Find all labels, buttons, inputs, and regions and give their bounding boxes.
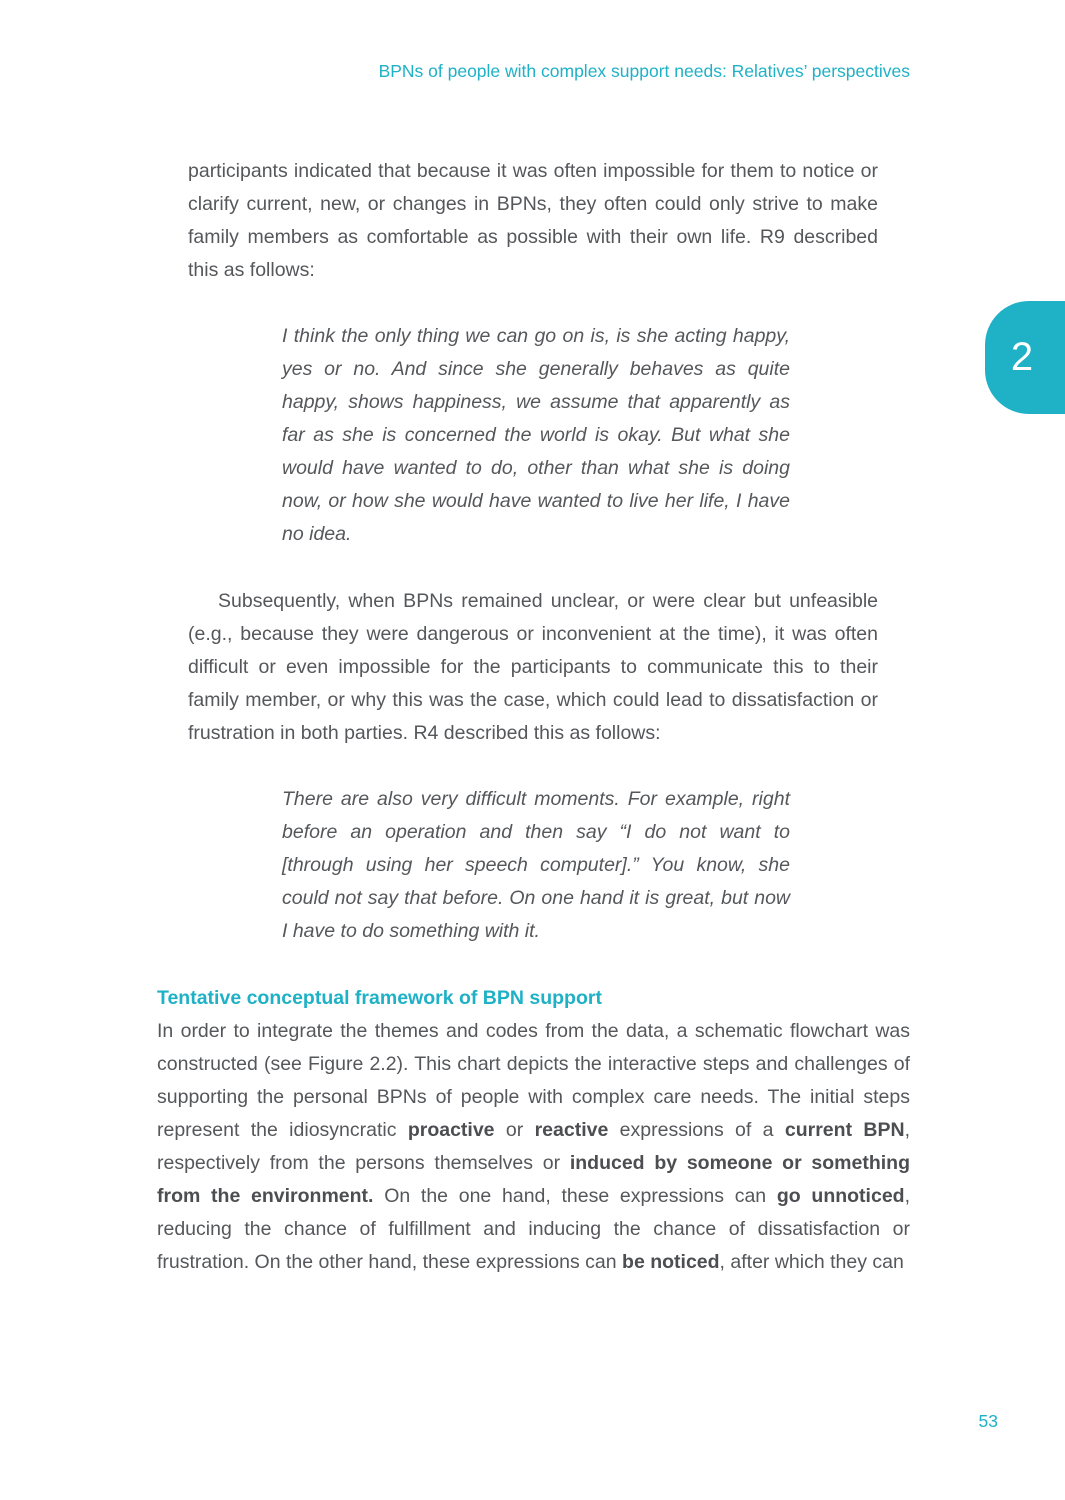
- body-text: In order to integrate the themes and codes from the data, a schematic flowchart was constructed (see Figure 2.2). This chart depicts the interactive steps and challenges of supporting the personal BPNs of people with complex care needs. The initial steps represent the idiosyncratic: [157, 1020, 910, 1141]
- chapter-tab: [985, 301, 1065, 414]
- emphasized-text: proactive: [407, 1119, 495, 1141]
- body-text: , respectively from the persons themselves or: [157, 1119, 910, 1174]
- emphasized-text: current BPN: [784, 1119, 905, 1141]
- emphasized-text: go unnoticed: [776, 1185, 905, 1207]
- body-text: , reducing the chance of fulfillment and inducing the chance of dissatisfaction or frustration. On the other hand, these expressions can: [157, 1185, 910, 1273]
- paragraph-3: [157, 1015, 910, 1279]
- page-number: 53: [978, 1411, 998, 1431]
- chapter-number: 2: [1010, 335, 1034, 379]
- body-text: or: [494, 1119, 535, 1141]
- section-heading: Tentative conceptual framework of BPN support: [157, 987, 602, 1009]
- paragraph-1: participants indicated that because it was often impossible for them to notice or clarify current, new, or changes in BPNs, they often could only strive to make family members as comfortable as possible with their own life. R9 described this as follows:: [188, 160, 878, 281]
- emphasized-text: be noticed: [622, 1251, 720, 1273]
- block-quote-2: There are also very difficult moments. For example, right before an operation and then say “I do not want to [through using her speech computer].” You know, she could not say that before. On one hand it is great, but now I have to do something with it.: [282, 788, 790, 942]
- emphasized-text: induced by someone or something from the environment.: [157, 1152, 911, 1207]
- block-quote-1: I think the only thing we can go on is, is she acting happy, yes or no. And since she generally behaves as quite happy, shows happiness, we assume that apparently as far as she is concerned the world is okay. But what she would have wanted to do, other than what she is doing now, or how she would have wanted to live her life, I have no idea.: [282, 325, 790, 545]
- running-header: BPNs of people with complex support needs: Relatives’ perspectives: [378, 61, 910, 81]
- body-text: , after which they can: [719, 1251, 904, 1273]
- body-text: On the one hand, these expressions can: [373, 1185, 777, 1207]
- emphasized-text: reactive: [534, 1119, 609, 1141]
- paragraph-2: Subsequently, when BPNs remained unclear, or were clear but unfeasible (e.g., because they were dangerous or inconvenient at the time), it was often difficult or even impossible for the participants to communicate this to their family member, or why this was the case, which could lead to dissatisfaction or frustration in both parties. R4 described this as follows:: [188, 590, 878, 744]
- body-text: expressions of a: [608, 1119, 785, 1141]
- page-content: [157, 155, 910, 1312]
